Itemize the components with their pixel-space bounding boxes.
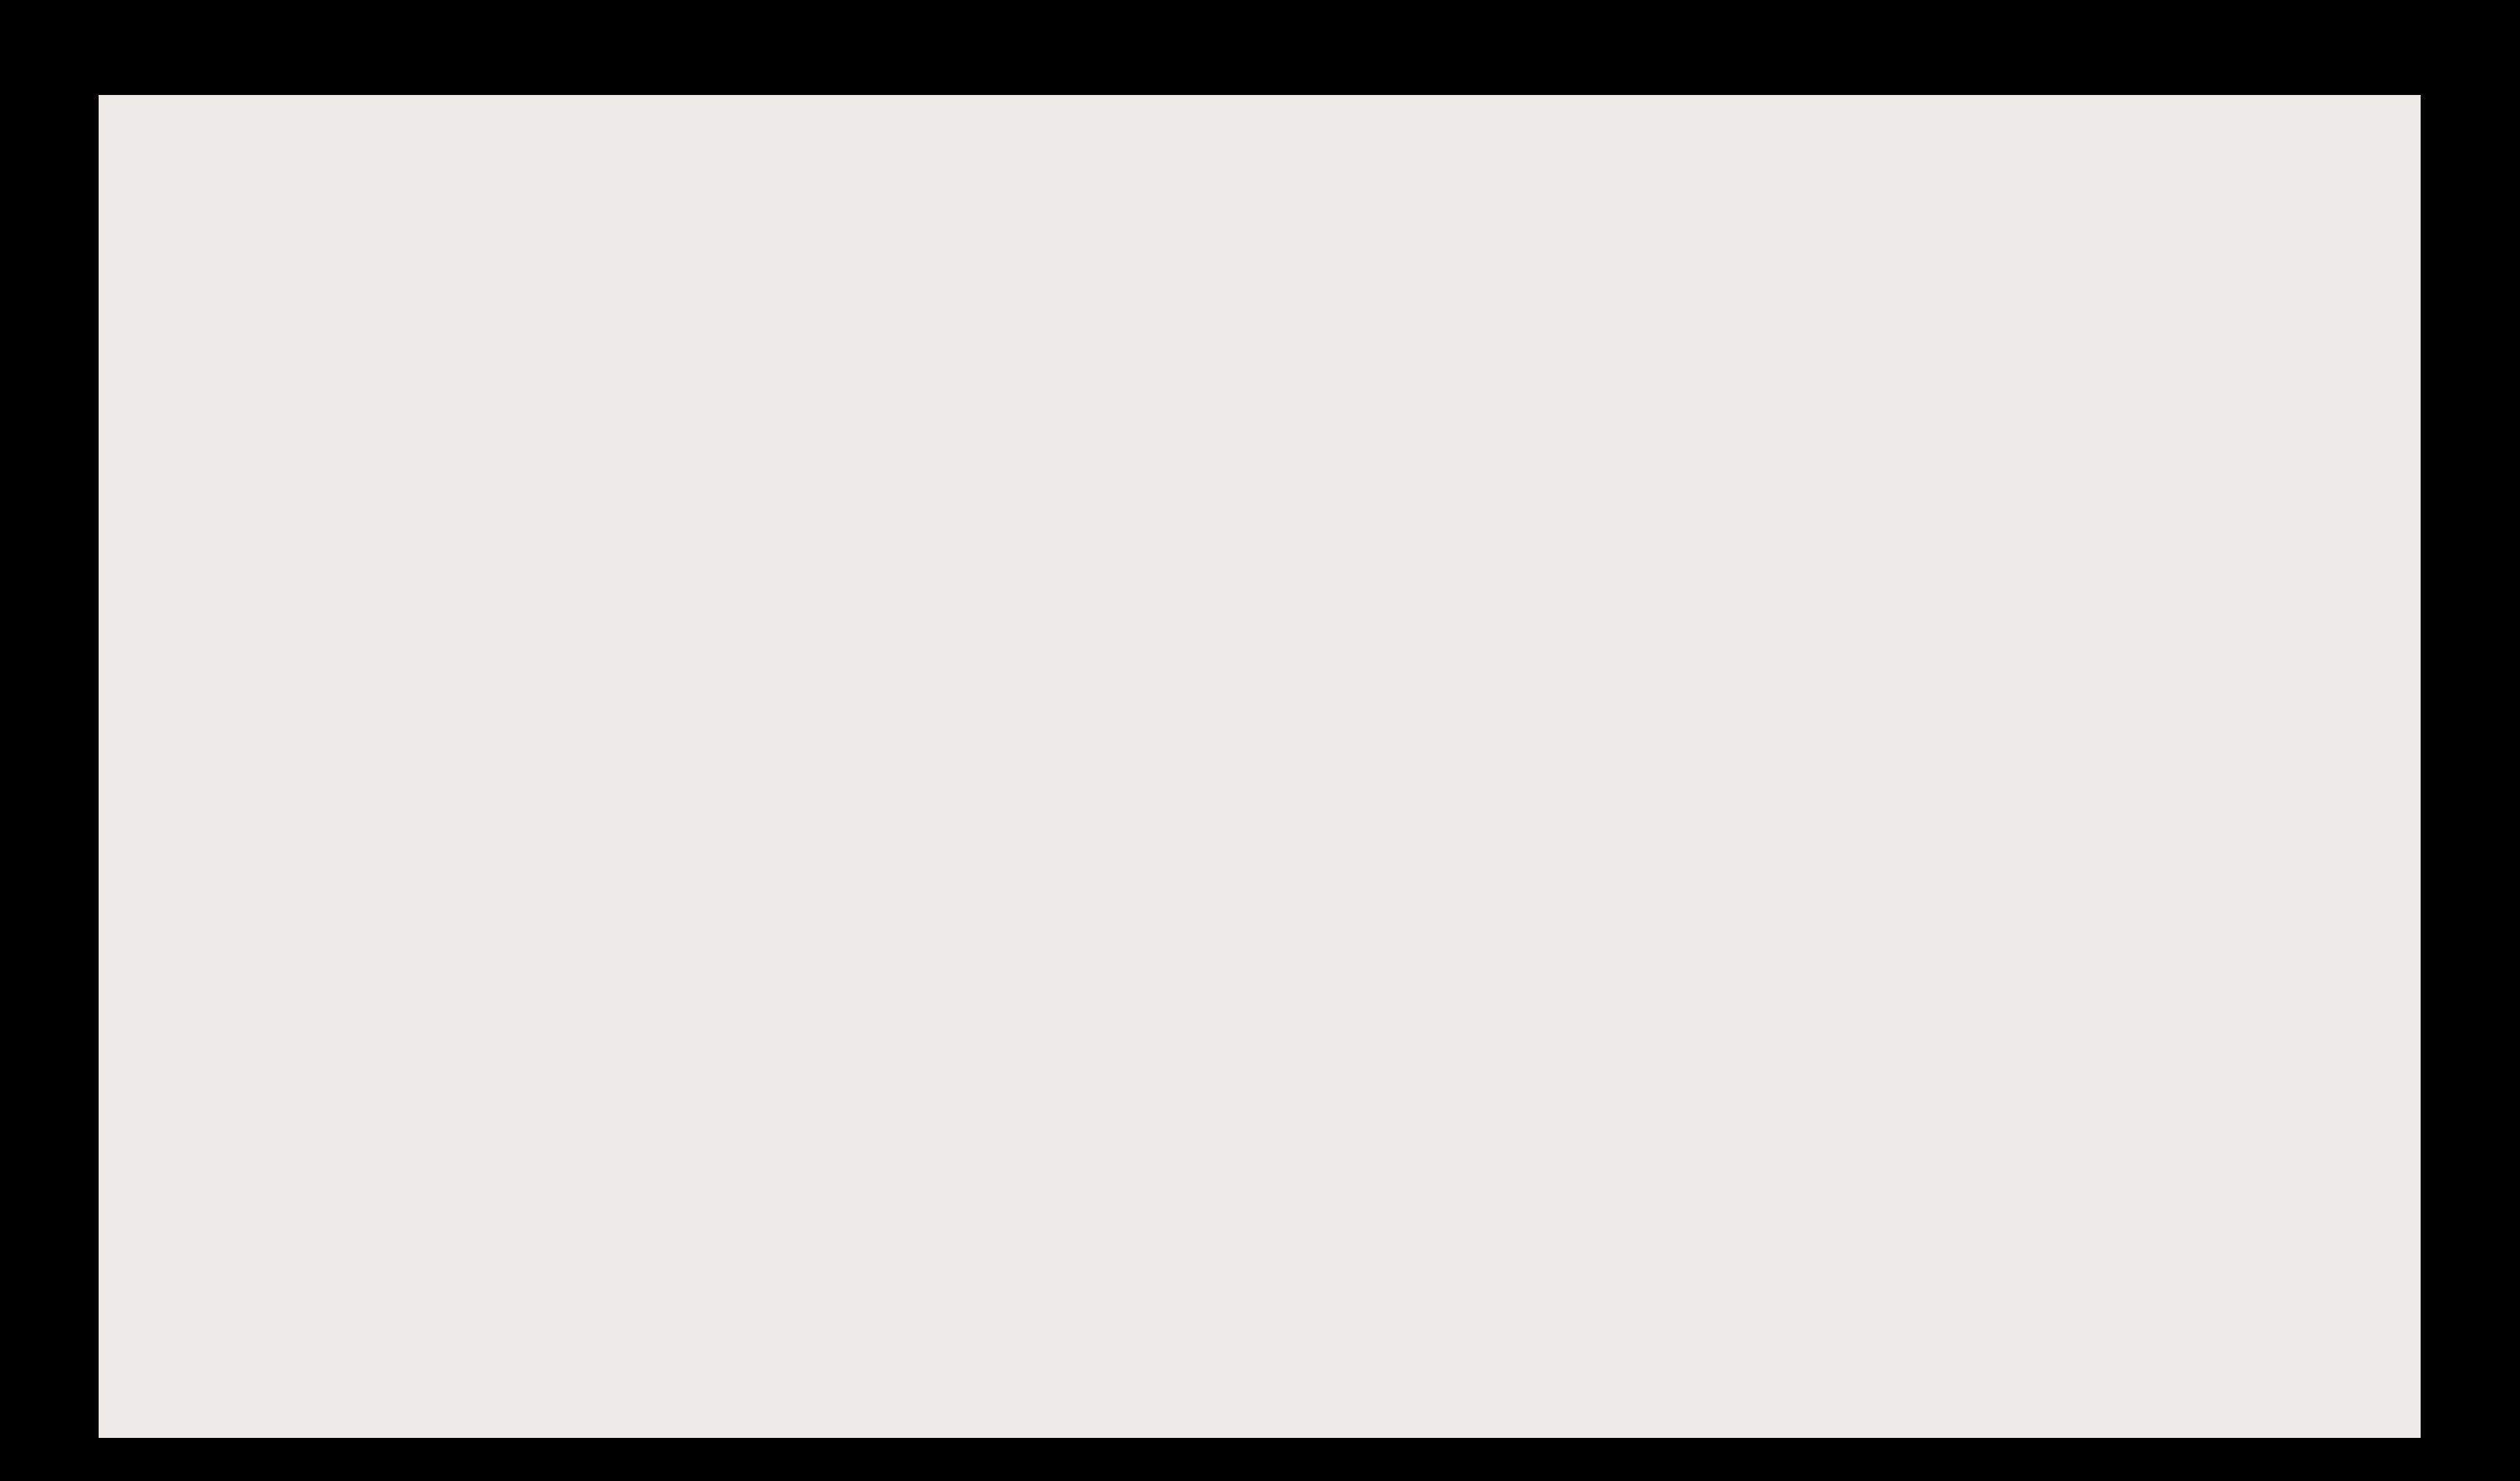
census-form-svg (99, 95, 2421, 1438)
census-card (99, 95, 2421, 1438)
